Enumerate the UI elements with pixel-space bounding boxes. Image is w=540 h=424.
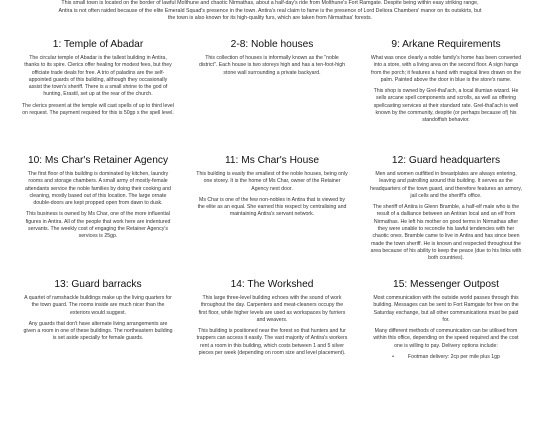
section-title: 10: Ms Char's Retainer Agency (27, 155, 169, 166)
section-title: 14: The Workshed (230, 279, 314, 290)
intro-line: the town is also known for its high-quality furs, which are taken from Nirmathas' forests. (167, 15, 373, 22)
delivery-options-list (370, 354, 522, 361)
section-title: 13: Guard barracks (54, 279, 142, 290)
section-paragraph: Most communication with the outside world passes through this building. Messages can be sent to Fort Ramgate for free on the Saturday exchange, but all other communications must be paid for. (373, 295, 519, 323)
section-paragraph: The clerics present at the temple will cast spells of up to third level on request. The payment required for this is 50gp x the spell level. (22, 102, 174, 117)
section-messenger-outpost (370, 274, 522, 424)
intro-line: This small town is located on the border of lawful Molthune and chaotic Nirmathas, about a half-day's ride from Molthune's Fort Ramgate. Despite being within easy striking range, (61, 0, 479, 6)
section-paragraph: Men and women outfitted in breastplates are always entering, leaving and patrolling around this building. It serves as the headquarters of the town guard, and therefore features an armory, jail cells and the sheriff's office. (370, 171, 522, 199)
section-ms-chars-house (196, 150, 348, 274)
section-paragraph: Any guards that don't have alternate living arrangements are given a room in one of these buildings. The northeastern building is set aside specially for female guards. (23, 320, 173, 342)
section-paragraph: The circular temple of Abadar is the tallest building in Antira, thanks to its spire. Clerics offer healing for modest fees, but they officiate trade deals for free. A trio of paladins are the self-appointed guards of this building, although they occasionally assist the town's sheriff. There is a small shrine to the god of hunting, Erastil, set up at the rear of the church. (24, 55, 172, 98)
section-paragraph: This shop is owned by Grel-thal'ach, a local illumian wizard. He sells arcane spell components and scrolls, as well as offering spellcasting services at their standard rate. Grel-thal'ach is well known by the community, despite (or perhaps because of) his standoffish behavior. (373, 88, 519, 124)
section-title: 15: Messenger Outpost (393, 279, 499, 290)
section-paragraph: Ms Char is one of the few non-nobles in Antira that is viewed by the elite as an equal. She earned this respect by centralising and maintaining Antira's servant network. (197, 196, 347, 218)
section-paragraph: This building is positioned near the forest so that hunters and fur trappers can access it easily. The vast majority of Antira's workers rent a room in this building, which costs between 1 and 5 silver pieces per week (depending on room size and level placement). (196, 328, 348, 357)
section-paragraph: This large three-level building echoes with the sound of work throughout the day. Carpenters and meat-cleaners occupy the first floor, while higher levels are used as workspaces by furriers and weavers. (198, 295, 346, 323)
section-title: 2-8: Noble houses (230, 39, 314, 50)
section-noble-houses (196, 34, 348, 150)
intro-text (0, 0, 540, 23)
section-paragraph: This business is owned by Ms Char, one of the more influential figures in Antira. All of the people that work here are indentured servants. The weekly cost of engaging the Retainer Agency's services is 25gp. (25, 211, 171, 240)
section-paragraph: This collection of houses is informally known as the "noble district". Each house is two storeys high and has a ten-foot-high stone wall surrounding a private backyard. (198, 55, 346, 76)
section-paragraph: The sheriff of Antira is Glenn Bramble, a half-elf male who is the result of a dalliance between an Antiran local and an elf from Nirmathas. He left his mother on good terms in Nirmathas after they were unable to reconcile his lawful tendencies with her chaotic ones. Bramble came to live in Antira and has since been made the town sheriff. He is known and respected throughout the area because of his ability to keep the peace (due to his links with both countries). (370, 204, 522, 262)
section-paragraph: A quartet of ramshackle buildings make up the living quarters for the town guard. The rooms inside are much nicer than the exteriors would suggest. (24, 295, 172, 316)
section-paragraph: This building is easily the smallest of the noble houses, being only one storey. It is the home of Ms Char, owner of the Retainer Agency next door. (196, 171, 348, 192)
section-guard-headquarters (370, 150, 522, 274)
intro-line: Antira is not often raided because of the elite Emerald Squad's presence in the town. Antira's real claim to fame is the presence of Lord Deliora Chambers' manor on its outskirts, but (58, 7, 482, 14)
location-grid (22, 34, 522, 424)
section-title: 1: Temple of Abadar (52, 39, 144, 50)
section-title: 11: Ms Char's House (224, 155, 320, 166)
section-the-workshed (196, 274, 348, 424)
section-retainer-agency (22, 150, 174, 274)
section-arkane-requirements (370, 34, 522, 150)
list-item: • Footman delivery: 2cp per mile plus 1gp (370, 354, 522, 361)
section-paragraph: What was once clearly a noble family's home has been converted into a store, with a living area on the second floor. A sign hangs from the porch; it features a hand with magical lines drawn on the palm. Painted above the door in blue is the store's name. (370, 55, 522, 83)
section-title: 9: Arkane Requirements (391, 39, 501, 50)
section-title: 12: Guard headquarters (391, 155, 501, 166)
section-paragraph: The first floor of this building is dominated by kitchen, laundry rooms and storage chambers. A small army of mostly-female attendants service the noble families by doing their cooking and cleaning, mostly based out of this location. The large ornate double-doors are kept propped open from dawn to dusk. (25, 171, 171, 207)
section-temple-of-abadar (22, 34, 174, 150)
section-guard-barracks (22, 274, 174, 424)
section-paragraph: Many different methods of communication can be utilised from within this office, depending on the speed required and the cost one is willing to pay. Delivery options include: (373, 328, 519, 349)
